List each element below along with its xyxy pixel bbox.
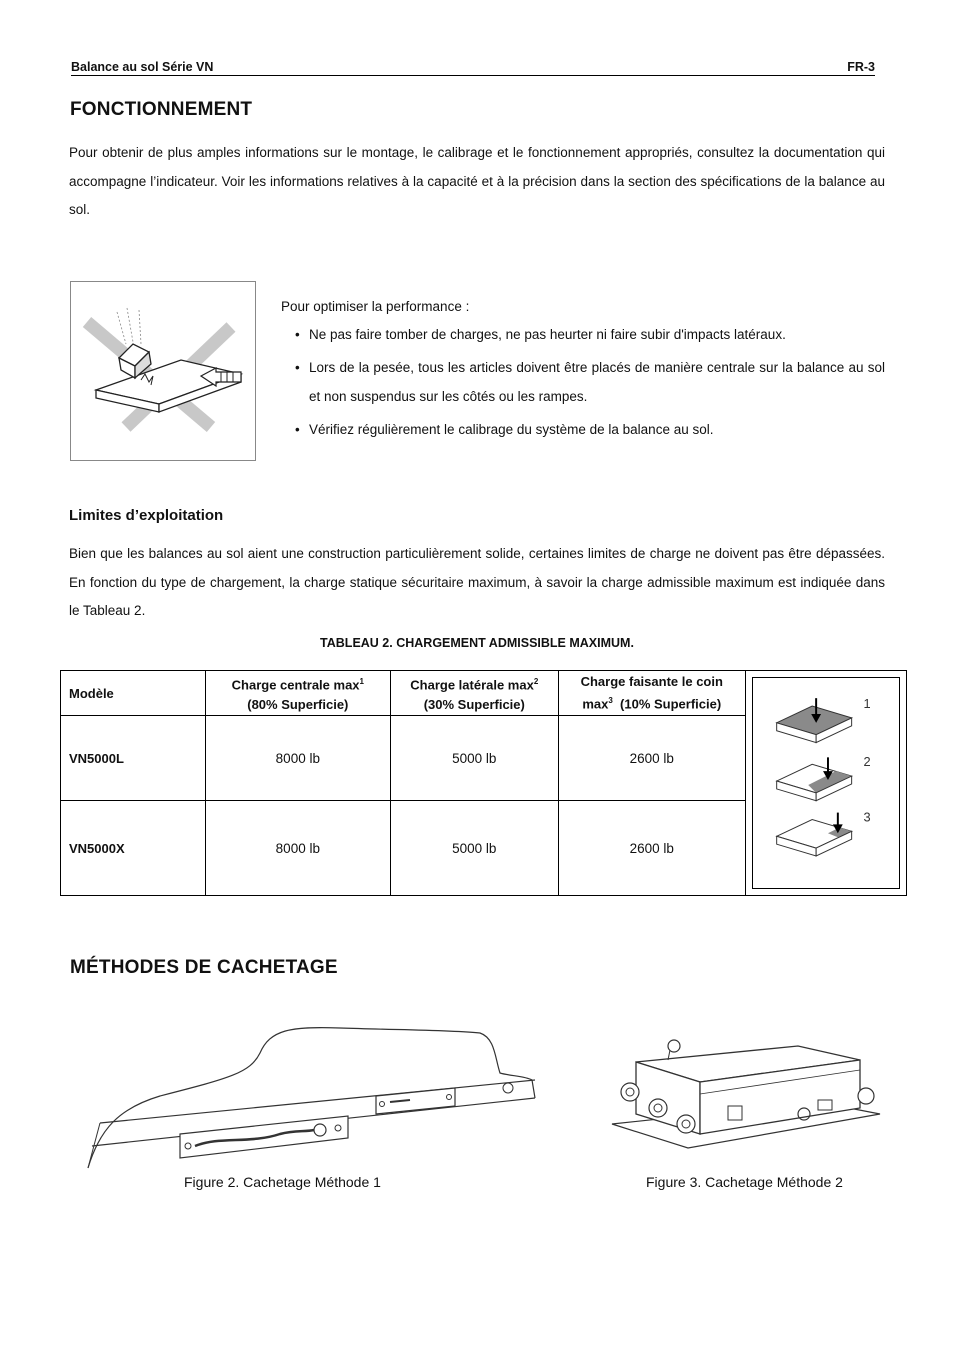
list-item: [281, 320, 885, 349]
bullet-icon: •: [295, 360, 300, 375]
cell-lateral: 5000 lb: [391, 716, 559, 801]
running-header: [71, 59, 875, 76]
table-header-row: [61, 671, 907, 716]
performance-intro: Pour optimiser la performance :: [281, 299, 470, 314]
figure-seal-method-1: [80, 1018, 540, 1173]
col-header-model: Modèle: [61, 671, 206, 716]
load-diagram-cell: [745, 671, 906, 896]
cell-model: VN5000L: [61, 716, 206, 801]
performance-tips: [281, 299, 885, 448]
bullet-icon: •: [295, 422, 300, 437]
diagram-label-2: 2: [863, 754, 871, 770]
seal-method-2-illustration: [608, 1034, 884, 1154]
footnote-mark: 3: [608, 696, 613, 706]
header-text: Charge centrale max: [231, 677, 360, 693]
performance-list: [281, 320, 885, 444]
footnote-mark: 2: [533, 677, 539, 687]
header-text: (10% Superficie): [620, 696, 722, 712]
plate-central: [777, 698, 852, 742]
col-header-central: [205, 671, 390, 716]
col-header-lateral: [391, 671, 559, 716]
figure-3-caption: Figure 3. Cachetage Méthode 2: [646, 1174, 843, 1190]
list-item-text: Lors de la pesée, tous les articles doivent être placés de manière centrale sur la balance au sol et non suspendus sur les côtés ou les rampes.: [309, 360, 885, 404]
col-header-corner: [558, 671, 745, 716]
section-title-cachetage: MÉTHODES DE CACHETAGE: [70, 957, 338, 978]
header-text: (30% Superficie): [423, 696, 525, 712]
header-title: Balance au sol Série VN: [71, 60, 214, 74]
cell-corner: 2600 lb: [558, 716, 745, 801]
list-item-text: Ne pas faire tomber de charges, ne pas heurter ni faire subir d'impacts latéraux.: [309, 327, 786, 342]
impact-warning-figure: [70, 281, 256, 461]
diagram-label-3: 3: [863, 809, 871, 825]
cell-central: 8000 lb: [205, 801, 390, 896]
subsection-title-limites: Limites d’exploitation: [69, 507, 224, 524]
header-text: Charge faisante le coin: [580, 674, 723, 690]
figure-2-caption: Figure 2. Cachetage Méthode 1: [184, 1174, 381, 1190]
header-text: (80% Superficie): [247, 696, 349, 712]
intro-paragraph: Pour obtenir de plus amples informations sur le montage, le calibrage et le fonctionnement appropriés, consultez la documentation qui accompagne l’indicateur. Voir les informations relatives à la capacité et à la précision dans la section des spécifications de la balance au sol.: [69, 145, 885, 217]
cell-model: VN5000X: [61, 801, 206, 896]
cell-lateral: 5000 lb: [391, 801, 559, 896]
cell-corner: 2600 lb: [558, 801, 745, 896]
list-item: [281, 415, 885, 444]
bullet-icon: •: [295, 327, 300, 342]
plate-corner: [777, 813, 852, 856]
load-table: [60, 670, 907, 896]
seal-method-1-illustration: [80, 1018, 540, 1173]
impact-warning-illustration: [71, 282, 255, 460]
list-item-text: Vérifiez régulièrement le calibrage du système de la balance au sol.: [309, 422, 714, 437]
list-item: [281, 353, 885, 411]
header-text: max: [582, 696, 609, 712]
figure-seal-method-2: [608, 1034, 884, 1154]
table-caption: TABLEAU 2. CHARGEMENT ADMISSIBLE MAXIMUM.: [320, 636, 634, 650]
load-position-diagram: [752, 677, 900, 889]
section-title-fonctionnement: FONCTIONNEMENT: [70, 99, 253, 120]
cell-central: 8000 lb: [205, 716, 390, 801]
plate-side: [777, 757, 852, 800]
limits-paragraph: Bien que les balances au sol aient une construction particulièrement solide, certaines limites de charge ne doivent pas être dépassées. En fonction du type de chargement, la charge statique sécuritaire maximum, à savoir la charge admissible maximum est indiquée dans le Tableau 2.: [69, 546, 885, 618]
diagram-label-1: 1: [863, 696, 871, 712]
footnote-mark: 1: [359, 677, 364, 687]
header-text: Charge latérale max: [410, 677, 534, 693]
page-number: FR-3: [847, 60, 875, 74]
